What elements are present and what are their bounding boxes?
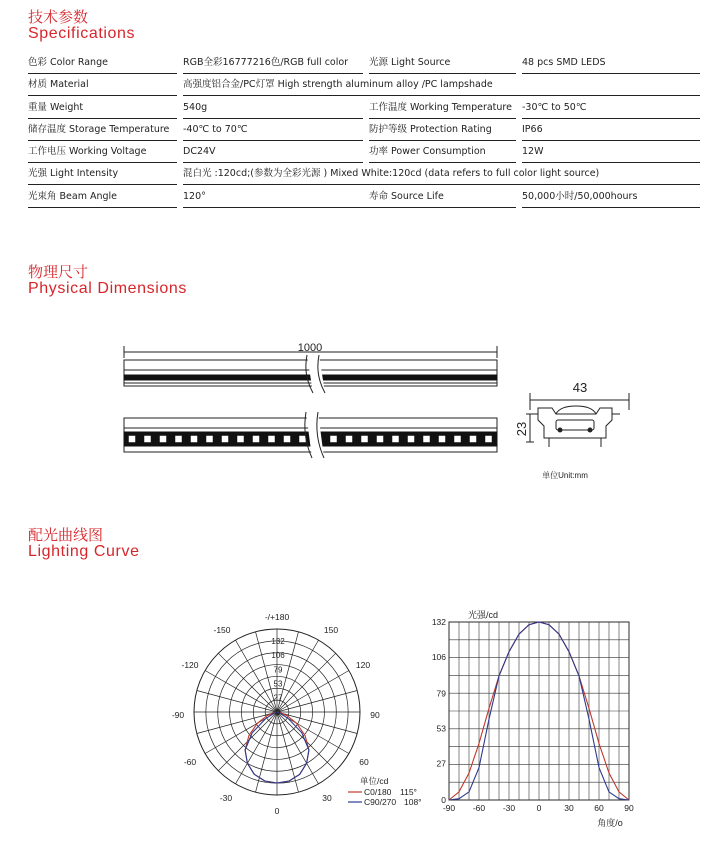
spec-value: RGB全彩16777216色/RGB full color bbox=[183, 54, 363, 74]
led-square bbox=[253, 436, 259, 442]
spec-label: 储存温度 Storage Temperature bbox=[28, 121, 177, 141]
chart-x-tick: -60 bbox=[472, 803, 486, 813]
angle-label-90: 90 bbox=[370, 710, 380, 720]
spec-row-weight bbox=[28, 99, 700, 121]
spec-label: 工作温度 Working Temperature bbox=[369, 99, 516, 119]
dimensions-title-cn: 物理尺寸 bbox=[28, 263, 89, 281]
led-square bbox=[439, 436, 445, 442]
polar-unit-label: 单位/cd bbox=[360, 776, 389, 786]
polar-radial-tick: 27 bbox=[273, 693, 283, 703]
led-square bbox=[331, 436, 337, 442]
angle-label-neg120: -120 bbox=[181, 660, 199, 670]
intensity-line-chart bbox=[420, 600, 640, 832]
spec-row-beam bbox=[28, 188, 700, 210]
spec-value: 50,000小时/50,000hours bbox=[522, 188, 700, 208]
led-square bbox=[145, 436, 151, 442]
chart-y-tick: 53 bbox=[436, 723, 446, 734]
chart-y-tick: 27 bbox=[436, 758, 446, 769]
spec-label: 功率 Power Consumption bbox=[369, 143, 516, 163]
led-square bbox=[300, 436, 306, 442]
dimensions-heading bbox=[28, 265, 187, 298]
chart-x-tick: 0 bbox=[536, 803, 542, 813]
angle-label-120: 120 bbox=[355, 660, 371, 670]
height-label: 23 bbox=[514, 421, 529, 437]
dimensions-title-en: Physical Dimensions bbox=[28, 279, 188, 297]
legend-c0-name: C0/180 bbox=[364, 787, 392, 797]
chart-y-tick: 106 bbox=[431, 652, 446, 663]
polar-spoke bbox=[277, 653, 336, 712]
led-square bbox=[129, 436, 135, 442]
chart-x-tick: -90 bbox=[442, 803, 456, 813]
spec-label: 重量 Weight bbox=[28, 99, 177, 119]
led-square bbox=[455, 436, 461, 442]
polar-radial-tick: 79 bbox=[273, 665, 283, 675]
led-square bbox=[377, 436, 383, 442]
spec-value: 混白光 :120cd;(参数为全彩光源 ) Mixed White:120cd (data refers to full color light source) bbox=[183, 165, 700, 185]
chart-y-tick: 79 bbox=[436, 688, 446, 699]
polar-radial-tick: 106 bbox=[271, 650, 285, 660]
angle-label-0: 0 bbox=[274, 806, 280, 816]
angle-label-150: 150 bbox=[323, 625, 339, 635]
polar-radial-tick: 132 bbox=[271, 636, 285, 646]
led-square bbox=[408, 436, 414, 442]
led-square bbox=[470, 436, 476, 442]
led-square bbox=[346, 436, 352, 442]
spec-row-voltage bbox=[28, 143, 700, 165]
polar-radial-tick: 0 bbox=[275, 708, 281, 717]
width-label: 43 bbox=[572, 380, 588, 395]
specs-table bbox=[28, 54, 700, 210]
unit-label: 单位Unit:mm bbox=[542, 471, 588, 480]
spec-row-intensity bbox=[28, 165, 700, 187]
led-square bbox=[207, 436, 213, 442]
spec-value: 48 pcs SMD LEDS bbox=[522, 54, 700, 74]
chart-y-tick: 0 bbox=[441, 795, 446, 805]
specs-title-cn: 技术参数 bbox=[28, 8, 89, 26]
specs-heading bbox=[28, 10, 135, 43]
spec-value: 120° bbox=[183, 188, 516, 208]
led-square bbox=[269, 436, 275, 442]
specs-title-en: Specifications bbox=[28, 24, 136, 42]
polar-spoke bbox=[197, 712, 277, 733]
chart-grid bbox=[449, 622, 629, 800]
curve-title-en: Lighting Curve bbox=[28, 542, 140, 560]
led-square bbox=[486, 436, 492, 442]
profile-cross-section bbox=[526, 393, 629, 447]
chart-ylabel: 光强/cd bbox=[468, 610, 499, 620]
spec-value: -40℃ to 70℃ bbox=[183, 121, 363, 141]
angle-label-30: 30 bbox=[322, 793, 332, 803]
curve-heading bbox=[28, 528, 140, 561]
angle-label-neg90: -90 bbox=[171, 710, 185, 720]
polar-spoke bbox=[277, 691, 357, 712]
length-label: 1000 bbox=[297, 342, 323, 354]
chart-xlabel: 角度/o bbox=[597, 818, 623, 828]
angle-label-60: 60 bbox=[359, 757, 369, 767]
led-square bbox=[238, 436, 244, 442]
spec-label: 光束角 Beam Angle bbox=[28, 188, 177, 208]
spec-label: 材质 Material bbox=[28, 76, 177, 96]
dimension-drawing bbox=[0, 330, 720, 490]
spec-row-material bbox=[28, 76, 700, 98]
spec-label: 工作电压 Working Voltage bbox=[28, 143, 177, 163]
spec-label: 光源 Light Source bbox=[369, 54, 516, 74]
polar-spoke bbox=[277, 712, 298, 792]
spec-value: 12W bbox=[522, 143, 700, 163]
spec-value: -30℃ to 50℃ bbox=[522, 99, 700, 119]
spec-value: 高强度铝合金/PC灯罩 High strength aluminum alloy /PC lampshade bbox=[183, 76, 700, 96]
angle-label-neg30: -30 bbox=[219, 793, 233, 803]
led-square bbox=[176, 436, 182, 442]
legend-c90-angle: 108° bbox=[404, 797, 422, 807]
spec-value: 540g bbox=[183, 99, 363, 119]
led-square bbox=[222, 436, 228, 442]
angle-label-neg150: -150 bbox=[213, 625, 231, 635]
chart-x-tick: 30 bbox=[564, 803, 574, 813]
polar-spoke bbox=[218, 653, 277, 712]
spec-label: 防护等级 Protection Rating bbox=[369, 121, 516, 141]
spec-label: 寿命 Source Life bbox=[369, 188, 516, 208]
led-square bbox=[284, 436, 290, 442]
spec-value: IP66 bbox=[522, 121, 700, 141]
chart-y-tick: 132 bbox=[431, 617, 446, 627]
spec-value: DC24V bbox=[183, 143, 363, 163]
chart-x-tick: 90 bbox=[624, 803, 634, 813]
angle-label-neg60: -60 bbox=[183, 757, 197, 767]
led-square bbox=[191, 436, 197, 442]
polar-radial-tick: 53 bbox=[273, 679, 283, 689]
polar-spoke bbox=[256, 712, 277, 792]
polar-spoke bbox=[277, 712, 357, 733]
legend-c90-name: C90/270 bbox=[364, 797, 397, 807]
spec-label: 色彩 Color Range bbox=[28, 54, 177, 74]
led-square bbox=[393, 436, 399, 442]
spec-label: 光强 Light Intensity bbox=[28, 165, 177, 185]
led-square bbox=[424, 436, 430, 442]
spec-row-color bbox=[28, 54, 700, 76]
led-square bbox=[362, 436, 368, 442]
chart-x-tick: 60 bbox=[594, 803, 604, 813]
curve-title-cn: 配光曲线图 bbox=[28, 526, 104, 544]
chart-x-tick: -30 bbox=[502, 803, 516, 813]
polar-chart bbox=[160, 605, 440, 820]
legend-c0-angle: 115° bbox=[400, 787, 417, 797]
spec-row-storage bbox=[28, 121, 700, 143]
led-square bbox=[160, 436, 166, 442]
angle-label-180: -/+180 bbox=[264, 612, 290, 622]
polar-spoke bbox=[197, 691, 277, 712]
